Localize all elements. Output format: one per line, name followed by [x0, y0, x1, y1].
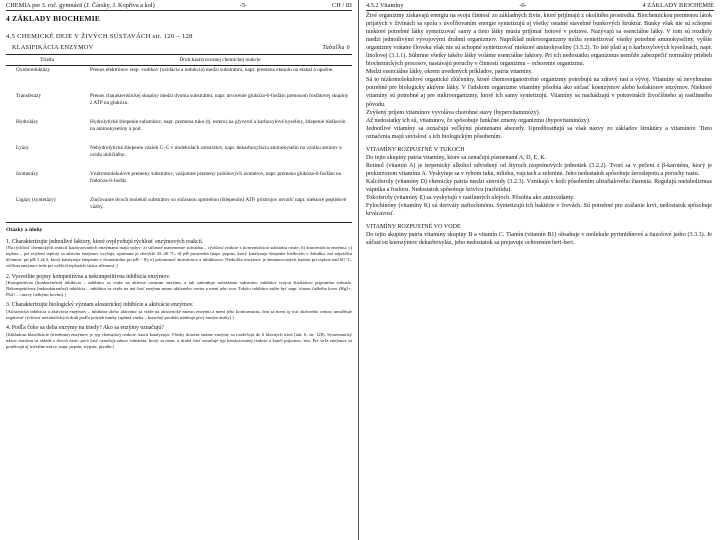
- right-header-section: 4.5.2 Vitamíny: [366, 2, 404, 9]
- left-header-page: -5-: [239, 2, 248, 9]
- paragraph: Retinol (vitamín A) je terpenický alkohol odvodený od štyroch izoprénových jednotiek (3.2.2). Tvorí sa v pečeni z β-karoténu, ktorý je prekurzorom vitamínu A. Vyskytuje sa v rybom tuku, mlieku, vajciach a zelenine. Jeho nedostatok spôsobuje šeroslepotu a poruchy rastu.: [366, 162, 712, 177]
- table-row: [6, 66, 352, 93]
- vitamins-text: [360, 11, 720, 247]
- table-header-row: [6, 55, 352, 66]
- enzyme-class: Izomerázy: [16, 171, 39, 177]
- left-header: [0, 0, 358, 9]
- enzyme-reaction: Nehydrolytické štiepenie väzieb C–C v molekulách substrátov, napr. dekarboxylácia aminokyselín na vzniku aminov a oxidu uhličitého.: [90, 145, 342, 158]
- right-header: [360, 0, 720, 9]
- paragraph: Až nedostatky ich sú, vitamínov, čo spôsobuje funkčné zmeny organizmu (hypovitaminózy).: [366, 117, 591, 124]
- column-divider: [358, 0, 359, 540]
- enzyme-reaction: Hydrolytické štiepenie substrátov, napr. premena tuku (tj. esteru) na glycerol a karboxylové kyseliny, štiepenie bielkovín na aminokyseliny a pod.: [90, 119, 346, 132]
- questions-heading: Otázky a úlohy: [6, 227, 43, 233]
- enzyme-class: Ligázy (syntetázy): [6, 196, 88, 223]
- question: 1. Charakterizujte jednotlivé faktory, ktoré ovplyvňujú rýchlosť enzýmových reakcií.: [6, 238, 204, 245]
- enzyme-class: Hydrolázy: [16, 119, 39, 125]
- paragraph: Medzi esenciálne látky, okrem uvedených príkladov, patria vitamíny.: [366, 69, 533, 76]
- table-caption: [0, 40, 358, 52]
- paragraph: Do tejto skupiny patria vitamíny, ktoré sa označujú písmenami A, D, E, K.: [366, 154, 547, 161]
- question: 3. Charakterizujte biologický význam alosterickej inhibície a aktivácie enzýmov.: [6, 302, 194, 309]
- subsection-title: 4.5 CHEMICKÉ DEJE V ŽIVÝCH SÚSTAVÁCH str. 120 – 128: [6, 33, 193, 40]
- enzyme-class: Lyázy: [16, 145, 29, 151]
- left-page: [0, 0, 358, 540]
- table-row: [6, 144, 352, 170]
- table-header-class: Trieda: [6, 55, 88, 66]
- paragraph: Živé organizmy získavajú energiu na svoju činnosť zo základných živín, ktoré prijímajú z okolitého prostredia. Biochemickou premenou látok prijatých v živinách sa spolu s uvoľňovaním energie syntetizujú aj všetky ostatné stavebné bunkových štruktúr. Bunky však nie sú schopné niektoré potrebné látky syntetizovať samy a tieto látky musia prijímať hotové v potrave. Nazývajú sa esenciálne látky. V tom sú rozdiely medzi jednotlivými vývojovými druhmi organizmov. Napríklad mikroorganizmy môžu syntetizovať všetky potrebné aminokyseliny, vyššie organizmy vrátane človeka však nie sú schopné syntetizovať niektoré aminokyseliny (3.5.2). To isté platí aj o karboxylových kyselinách, napr. linolovej (3.1.1). Súhrnne všetky takéto látky voláme esenciálne faktory. Pri ich nedostatku organizmus nemôže zabezpečiť normálny priebeh biochemických procesov, nastávajú poruchy v činnosti organizmu – ochorenie organizmu.: [366, 13, 712, 68]
- enzyme-reaction: Prenos elektrónov resp. vodíkov (oxidácia a redukcia) medzi substrátmi, napr. premena etanolu na etanal a opačne.: [90, 67, 334, 73]
- subheading-fat-soluble: VITAMÍNY ROZPUSTNÉ V TUKOCH: [366, 146, 465, 153]
- paragraph: Kalciferoly (vitamíny D) chemicky patria medzi steroidy (3.2.3). Vznikajú v koži pôsobením ultrafialového žiarenia. Regulujú metabolizmus vápnika a fosforu. Nedostatok spôsobuje krivicu (rachitídu).: [366, 178, 712, 193]
- table-label: KLASIFIKÁCIA ENZÝMOV: [12, 44, 94, 51]
- enzyme-class: Oxidoreduktázy: [16, 67, 51, 73]
- answer: [Kompetitívna (konkurenčná) inhibícia – inhibítor sa viaže na aktívne centrum enzýmu, a tak zabraňuje naviazaniu substrátu; inhibítor svojou štruktúrou pripomína substrát. Nekompetitívna (nekonkurenčná) inhibícia – inhibítor sa viaže na inú časť enzýmu mimo aktívneho centra a mení jeho tvar. Takýto inhibítor môže byť napr. iónom ťažkého kovu (Hg2+, Pb2+ – otravy ťažkými kovmi).]: [6, 280, 352, 298]
- paragraph: Zvýšený príjem vitamínov vyvoláva chorobné stavy (hypervitaminózy).: [366, 109, 541, 116]
- table-header-reaction: Druh katalyzovanej chemickej reakcie: [88, 55, 352, 66]
- answer: [Na rýchlosť chemických reakcií katalyzovaných enzýmami majú vplyv: a) súčasné usmernenie substrátu – rýchlosť reakcie s koncentráciou substrátu rastie; b) koncentrácia enzýmu; c) teplota – pri zvýšení teploty sa aktivita enzýmov zvyšuje, optimum je obvykle 35–40 °C; d) pH prostredia (napr. pepsín, ktorý katalyzuje štiepenie bielkovín v žalúdku, má najväčšiu účinnosť pri pH 1 až 2, ktorý katalyzuje štiepenie v dvanástniku pri pH ~ 8); e) prítomnosť aktivátorov a inhibítorov. Niekoľko enzýmov je denaturovaných teplom pri teplote nad 60 °C, väčšina enzýmov teda pri vyšších teplotách stráca účinnosť.]: [6, 245, 352, 269]
- enzyme-classification-table: [6, 54, 352, 223]
- right-header-chapter: 4 ZÁKLADY BIOCHEMIE: [642, 2, 714, 9]
- questions-section: [0, 223, 358, 350]
- subheading-water-soluble: VITAMÍNY ROZPUSTNÉ VO VODE: [366, 224, 461, 231]
- paragraph: Do tejto skupiny patria vitamíny skupiny B a vitamín C. Tiamín (vitamín B1) obsahuje v molekule pyrimidínové a tiazolové jadro (3.3.3). Je súčasťou koenzýmov dekarboxyláz, jeho nedostatok sa prejavuje ochorením beri-beri.: [366, 232, 712, 247]
- paragraph: Jednotlivé vitamíny sa označujú veľkými písmenami abecedy. Upredňostňujú sa však názvy zo základov štruktúry a vitamínov. Tieto označenia majú súvislosť s ich biologickým pôsobením.: [366, 125, 712, 140]
- table-row: [6, 170, 352, 196]
- question: 2. Vysvetlite pojmy kompetitívna a nekompetitívna inhibícia enzýmov.: [6, 273, 171, 280]
- enzyme-reaction: Zlučovanie dvoch molekúl substrátov so súčasnou spotrebou (štiepením) ATP, prístrojov utvoriť napr. niektoré peptidové väzby.: [88, 196, 352, 223]
- right-page: [360, 0, 720, 540]
- right-header-page: -6-: [519, 2, 527, 9]
- left-header-code: CH / III: [332, 2, 352, 9]
- enzyme-reaction: Vnútromolekulové premeny substrátov, vzájomné premeny polohových izomérov, napr. premena glukóza-6-fosfátu na fruktóza-6-fosfát.: [90, 171, 341, 184]
- paragraph: Sú to nízkomolekulové organické zlúčeniny, ktoré chemoorganotrofné organizmy potrebujú na zdravý rast a vývoj. Vitamíny sú nevyhnutne potrebné pre biologicky aktívne látky. V ľudskom organizme vitamíny pôsobia ako súčasť koenzýmov alebo kofaktorov enzýmov. Niektoré vitamíny sú potrebné aj pre mikroorganizmy, ktoré ich samy syntetizujú. Vitamíny sa nachádzajú v potravinách živočíšneho aj rastlinného pôvodu.: [366, 77, 712, 108]
- table-row: [6, 118, 352, 144]
- table-number: Tabuľka 6: [322, 44, 350, 51]
- enzyme-reaction: Prenos charakteristickej skupiny medzi dvoma substrátmi, napr. utvorenie glukóza-6-fosfátu prenosom fosfátovej skupiny z ATP na glukózu.: [90, 93, 349, 106]
- question: 4. Podľa čoho sa delia enzýmy na triedy? Ako sa enzýmy označujú?: [6, 325, 164, 332]
- paragraph: Tokoferoly (vitamíny E) sa vyskytujú v rastlinných olejoch. Pôsobia ako antioxidanty.: [366, 195, 575, 202]
- answer: [Základom klasifikácie (triedenia) enzýmov je typ chemickej reakcie, ktorú katalyzujú. Všetky doteraz známe enzýmy sa rozdeľujú do 6 hlavných tried (tab. 6, str. 128). Systematický názov enzýmu sa skladá z dvoch častí: prvá časť označuje názov substrátu, ktorý sa mení, a druhá časť označuje typ katalyzovanej reakcie a končí príponou -áza. Pre veľa enzýmov sa používajú aj triviálne názvy, napr. pepsín, trypsín, ptyalín.]: [6, 331, 352, 349]
- table-row: [6, 92, 352, 118]
- table-row: [6, 196, 352, 223]
- section-title: 4 ZÁKLADY BIOCHEMIE: [6, 14, 101, 23]
- left-header-source: CHEMIA pre 3. roč. gymnázií (J. Čársky, J. Kopřiva a kol): [6, 2, 155, 9]
- answer: [Alosterická inhibícia a aktivácia enzýmov – inhibítor alebo aktivátor sa viaže na alosterické miesto enzýmu a mení jeho konformáciu, čím sa mení aj tvar aktívneho centra; umožňuje regulovať rýchlosť metabolických dráh podľa potrieb bunky (spätná väzba – konečný produkt inhibuje prvý enzým dráhy).]: [6, 309, 352, 321]
- enzyme-class: Transferázy: [16, 93, 42, 99]
- paragraph: Fylochinóny (vitamíny K) sú deriváty naftochinónu. Syntetizujú ich baktérie v črevách. Sú potrebné pre zrážanie krvi, nedostatok spôsobuje krvácavosť.: [366, 203, 712, 218]
